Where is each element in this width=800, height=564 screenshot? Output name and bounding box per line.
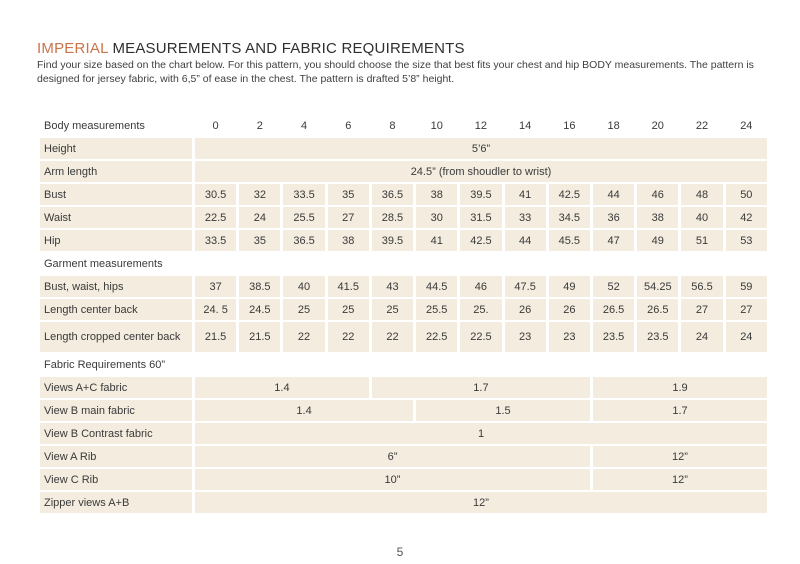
row-label: View B Contrast fabric [40, 423, 192, 444]
value-cell: 59 [726, 276, 767, 297]
page-title [37, 40, 465, 57]
value-cell: 51 [681, 230, 722, 251]
size-header: 18 [607, 119, 620, 132]
value-cell: 43 [372, 276, 413, 297]
row-label: Bust, waist, hips [40, 276, 192, 297]
value-cell: 12” [593, 469, 767, 490]
value-cell: 32 [239, 184, 280, 205]
value-cell: 1.7 [372, 377, 590, 398]
row-body-measurements [40, 115, 767, 136]
page-number: 5 [396, 545, 404, 559]
value-cell: 21.5 [195, 322, 236, 352]
size-header: 8 [389, 119, 396, 132]
value-cell: 36.5 [372, 184, 413, 205]
row-views-a-c-fabric [40, 377, 767, 398]
row-label: Zipper views A+B [40, 492, 192, 513]
value-cell: 31.5 [460, 207, 501, 228]
value-cell: 1.4 [195, 377, 369, 398]
row-label: Waist [40, 207, 192, 228]
value-cell: 5’6” [195, 138, 767, 159]
value-cell: 23 [549, 322, 590, 352]
value-cell: 41 [416, 230, 457, 251]
value-cell: 28.5 [372, 207, 413, 228]
value-cell: 33 [505, 207, 546, 228]
row-view-a-rib [40, 446, 767, 467]
value-cell: 38 [328, 230, 369, 251]
value-cell: 47.5 [505, 276, 546, 297]
value-cell: 26 [505, 299, 546, 320]
value-cell: 42.5 [549, 184, 590, 205]
value-cell: 42.5 [460, 230, 501, 251]
value-cell: 50 [726, 184, 767, 205]
value-cell: 25.5 [283, 207, 324, 228]
value-cell: 22.5 [195, 207, 236, 228]
value-cell: 49 [637, 230, 678, 251]
value-cell: 27 [681, 299, 722, 320]
value-cell: 1.4 [195, 400, 413, 421]
value-cell: 22 [328, 322, 369, 352]
value-cell: 33.5 [195, 230, 236, 251]
value-cell: 1.9 [593, 377, 767, 398]
row-fabric-requirements-60 [40, 354, 767, 375]
value-cell: 27 [328, 207, 369, 228]
row-label: Length center back [40, 299, 192, 320]
value-cell: 38.5 [239, 276, 280, 297]
row-bust [40, 184, 767, 205]
value-cell: 36.5 [283, 230, 324, 251]
value-cell: 1.5 [416, 400, 590, 421]
row-label: Body measurements [44, 119, 145, 132]
size-header: 16 [563, 119, 576, 132]
row-label: Length cropped center back [40, 322, 192, 352]
size-header: 10 [430, 119, 443, 132]
row-height [40, 138, 767, 159]
value-cell: 46 [460, 276, 501, 297]
value-cell: 24.5” (from shoudler to wrist) [195, 161, 767, 182]
value-cell: 12” [195, 492, 767, 513]
size-header: 12 [474, 119, 488, 132]
size-header: 22 [695, 119, 709, 132]
value-cell: 41.5 [328, 276, 369, 297]
value-cell: 52 [593, 276, 634, 297]
value-cell: 42 [726, 207, 767, 228]
value-cell: 22.5 [416, 322, 457, 352]
size-header: 2 [256, 119, 263, 132]
row-view-c-rib [40, 469, 767, 490]
value-cell: 41 [505, 184, 546, 205]
size-header: 24 [740, 119, 753, 132]
row-label: Views A+C fabric [40, 377, 192, 398]
value-cell: 34.5 [549, 207, 590, 228]
row-label: Bust [40, 184, 192, 205]
row-waist [40, 207, 767, 228]
value-cell: 39.5 [460, 184, 501, 205]
value-cell: 26.5 [637, 299, 678, 320]
size-header: 0 [212, 119, 219, 132]
value-cell: 26.5 [593, 299, 634, 320]
row-zipper-views-a-b [40, 492, 767, 513]
row-label: View C Rib [40, 469, 192, 490]
row-hip [40, 230, 767, 251]
value-cell: 38 [416, 184, 457, 205]
value-cell: 26 [549, 299, 590, 320]
value-cell: 23.5 [637, 322, 678, 352]
row-length-cropped-center-back [40, 322, 767, 352]
value-cell: 48 [681, 184, 722, 205]
value-cell: 24 [726, 322, 767, 352]
value-cell: 25 [372, 299, 413, 320]
value-cell: 22 [372, 322, 413, 352]
value-cell: 1 [195, 423, 767, 444]
row-arm-length [40, 161, 767, 182]
row-garment-measurements [40, 253, 767, 274]
row-bust-waist-hips [40, 276, 767, 297]
intro-paragraph: Find your size based on the chart below. For this pattern, you should choose the size that best fits your chest and hip BODY measurements. The pattern is designed for jersey fabric, with 6,5” of ease in the chest. The pattern is drafted 5’8” height. [37, 59, 754, 85]
value-cell: 30 [416, 207, 457, 228]
value-cell: 56.5 [681, 276, 722, 297]
value-cell: 24. 5 [195, 299, 236, 320]
value-cell: 44 [505, 230, 546, 251]
size-chart-table [37, 113, 770, 515]
row-label: Arm length [40, 161, 192, 182]
value-cell: 35 [239, 230, 280, 251]
value-cell: 49 [549, 276, 590, 297]
value-cell: 30.5 [195, 184, 236, 205]
value-cell: 22 [283, 322, 324, 352]
value-cell: 6” [195, 446, 590, 467]
value-cell: 36 [593, 207, 634, 228]
value-cell: 35 [328, 184, 369, 205]
value-cell: 38 [637, 207, 678, 228]
value-cell: 37 [195, 276, 236, 297]
value-cell: 53 [726, 230, 767, 251]
value-cell: 46 [637, 184, 678, 205]
value-cell: 1.7 [593, 400, 767, 421]
value-cell: 10” [195, 469, 590, 490]
value-cell: 54.25 [637, 276, 678, 297]
size-header: 14 [519, 119, 532, 132]
value-cell: 44 [593, 184, 634, 205]
value-cell: 47 [593, 230, 634, 251]
row-label: Height [40, 138, 192, 159]
value-cell: 23 [505, 322, 546, 352]
value-cell: 24 [239, 207, 280, 228]
value-cell: 22.5 [460, 322, 501, 352]
value-cell: 40 [681, 207, 722, 228]
row-label: View A Rib [40, 446, 192, 467]
value-cell: 44.5 [416, 276, 457, 297]
row-label: Hip [40, 230, 192, 251]
row-length-center-back [40, 299, 767, 320]
value-cell: 23.5 [593, 322, 634, 352]
row-label: Fabric Requirements 60” [44, 358, 166, 371]
value-cell: 25. [460, 299, 501, 320]
row-view-b-main-fabric [40, 400, 767, 421]
size-header: 4 [300, 119, 308, 132]
size-header: 20 [651, 119, 664, 132]
size-header: 6 [345, 119, 352, 132]
value-cell: 33.5 [283, 184, 324, 205]
value-cell: 27 [726, 299, 767, 320]
value-cell: 40 [283, 276, 324, 297]
row-view-b-contrast-fabric [40, 423, 767, 444]
value-cell: 21.5 [239, 322, 280, 352]
title-accent: IMPERIAL [37, 40, 109, 57]
value-cell: 25 [283, 299, 324, 320]
row-label: View B main fabric [40, 400, 192, 421]
row-label: Garment measurements [44, 257, 163, 270]
value-cell: 24 [681, 322, 722, 352]
value-cell: 45.5 [549, 230, 590, 251]
value-cell: 39.5 [372, 230, 413, 251]
value-cell: 24.5 [239, 299, 280, 320]
value-cell: 25 [328, 299, 369, 320]
value-cell: 25.5 [416, 299, 457, 320]
value-cell: 12” [593, 446, 767, 467]
title-rest: MEASUREMENTS AND FABRIC REQUIREMENTS [108, 40, 465, 57]
